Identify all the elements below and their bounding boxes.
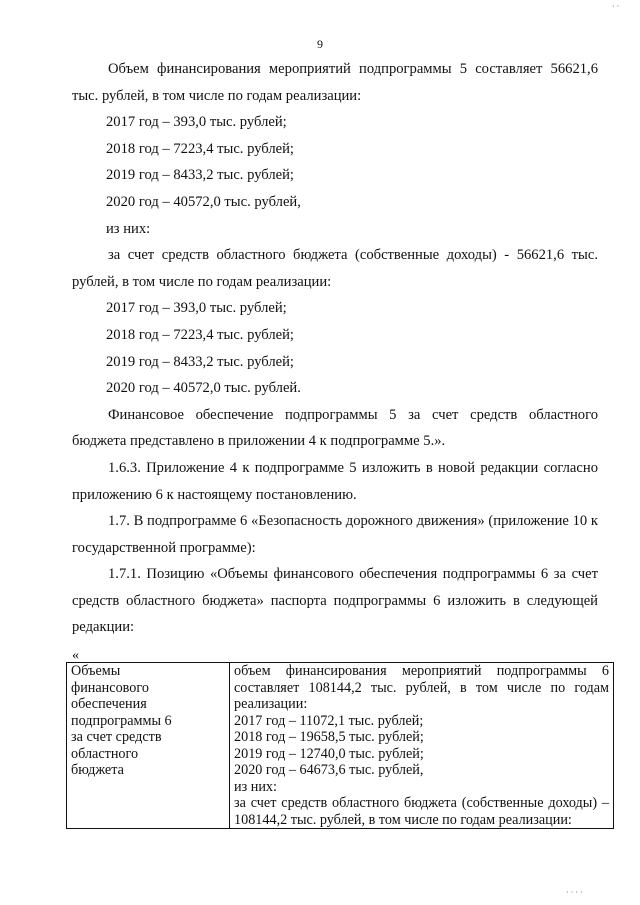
paragraph-funding-volume: Объем финансирования мероприятий подпрограммы 5 составляет 56621,6 тыс. рублей, в том числе по годам реализации: (72, 61, 598, 104)
paragraph-1-7-1: 1.7.1. Позицию «Объемы финансового обеспечения подпрограммы 6 за счет средств областного бюджета» паспорта подпрограммы 6 изложить в следующей редакции: (72, 566, 598, 636)
opening-quote-mark: « (72, 648, 79, 663)
paragraph-1-7: 1.7. В подпрограмме 6 «Безопасность дорожного движения» (приложение 10 к государственной программе): (72, 513, 598, 556)
value-budget: за счет средств областного бюджета (собственные доходы) – 108144,2 тыс. рублей, в том числе по годам реализации: (234, 795, 609, 828)
paragraph-1-6-3: 1.6.3. Приложение 4 к подпрограмме 5 изложить в новой редакции согласно приложению 6 к настоящему постановлению. (72, 459, 598, 503)
label-line: обеспечения (71, 696, 147, 712)
page-number: 9 (317, 37, 323, 51)
year-line: 2018 год – 7223,4 тыс. рублей; (106, 140, 294, 157)
paragraph-regional-budget: за счет средств областного бюджета (собственные доходы) - 56621,6 тыс. рублей, в том числе по годам реализации: (72, 247, 598, 290)
paragraph-financial-support: Финансовое обеспечение подпрограммы 5 за счет средств областного бюджета представлено в приложении 4 к подпрограмме 5.». (72, 406, 598, 450)
label-line: Объемы (71, 663, 121, 679)
value-year-line: 2018 год – 19658,5 тыс. рублей; (234, 729, 424, 745)
label-line: бюджета (71, 762, 124, 778)
table-row (67, 663, 614, 829)
value-intro: объем финансирования мероприятий подпрограммы 6 составляет 108144,2 тыс. рублей, в том числе по годам реализации: (234, 663, 609, 712)
year-line: 2018 год – 7223,4 тыс. рублей; (106, 326, 294, 343)
scan-artifact: · · (612, 2, 620, 11)
label-line: подпрограммы 6 (71, 712, 172, 729)
value-year-line: 2019 год – 12740,0 тыс. рублей; (234, 745, 424, 762)
year-line: 2017 год – 393,0 тыс. рублей; (106, 114, 287, 131)
value-year-line: 2020 год – 64673,6 тыс. рублей, (234, 762, 424, 778)
table-label-cell (67, 663, 230, 829)
funding-table (66, 662, 614, 829)
value-year-line: 2017 год – 11072,1 тыс. рублей; (234, 712, 424, 729)
label-line: областного (71, 745, 139, 762)
label-line: финансового (71, 679, 149, 696)
document-body (72, 56, 598, 641)
value-of-them: из них: (234, 778, 277, 795)
year-line: 2019 год – 8433,2 тыс. рублей; (106, 167, 294, 184)
table-value-cell (230, 663, 614, 829)
of-them-line: из них: (106, 220, 151, 237)
label-line: за счет средств (71, 729, 162, 745)
scan-artifact: · · · · (566, 888, 583, 897)
year-line: 2017 год – 393,0 тыс. рублей; (106, 300, 287, 317)
year-line: 2019 год – 8433,2 тыс. рублей; (106, 353, 294, 370)
year-line: 2020 год – 40572,0 тыс. рублей, (106, 193, 301, 210)
year-line: 2020 год – 40572,0 тыс. рублей. (106, 380, 301, 397)
